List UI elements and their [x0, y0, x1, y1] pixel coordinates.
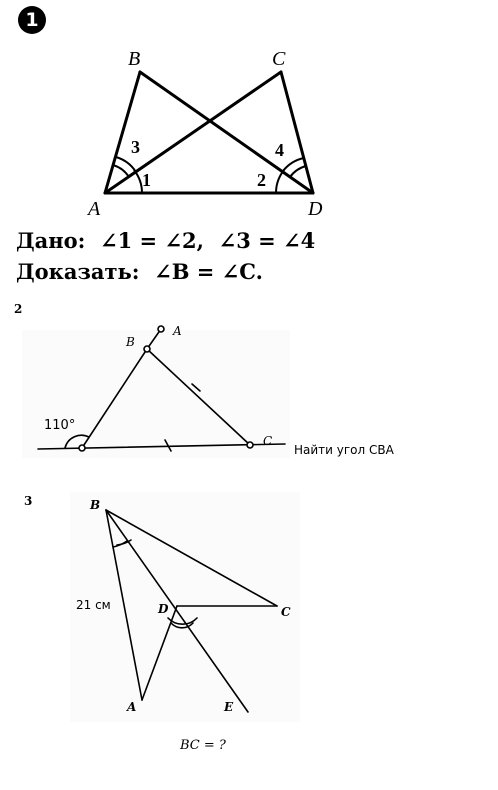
p3-side-ab-label: 21 см: [76, 598, 111, 612]
angle-label-1: 1: [142, 170, 151, 190]
given-statement: Дано: ∠1 = ∠2, ∠3 = ∠4: [16, 228, 316, 253]
angle-label-4: 4: [275, 140, 284, 160]
problem-2-figure: [0, 300, 498, 500]
angle-label-3: 3: [131, 137, 140, 157]
p2-angle-110-label: 110°: [44, 418, 76, 433]
problem-3-number: 3: [24, 494, 33, 508]
p2-task-text: Найти угол CBA: [294, 443, 394, 457]
vertex-label-a: A: [88, 198, 101, 220]
p2-label-b: B: [126, 335, 135, 349]
p3-label-a: A: [127, 700, 137, 714]
p3-label-b: B: [90, 498, 101, 512]
prove-statement: Доказать: ∠B = ∠C.: [16, 259, 263, 284]
problem-1-figure: [0, 0, 498, 230]
problem-1-number-badge: 1: [18, 6, 46, 34]
angle-label-2: 2: [257, 170, 266, 190]
vertex-label-d: D: [308, 198, 323, 220]
p2-label-a: A: [173, 324, 182, 338]
vertex-label-c: C: [272, 48, 286, 70]
vertex-label-b: B: [128, 48, 141, 70]
p3-label-c: C: [281, 605, 291, 619]
p3-label-d: D: [158, 602, 169, 616]
p3-label-e: E: [224, 700, 234, 714]
p2-label-c: C: [263, 434, 273, 448]
problem-3-figure: [0, 490, 498, 790]
problem-2-number: 2: [14, 302, 23, 316]
p3-question: BC = ?: [180, 738, 226, 753]
